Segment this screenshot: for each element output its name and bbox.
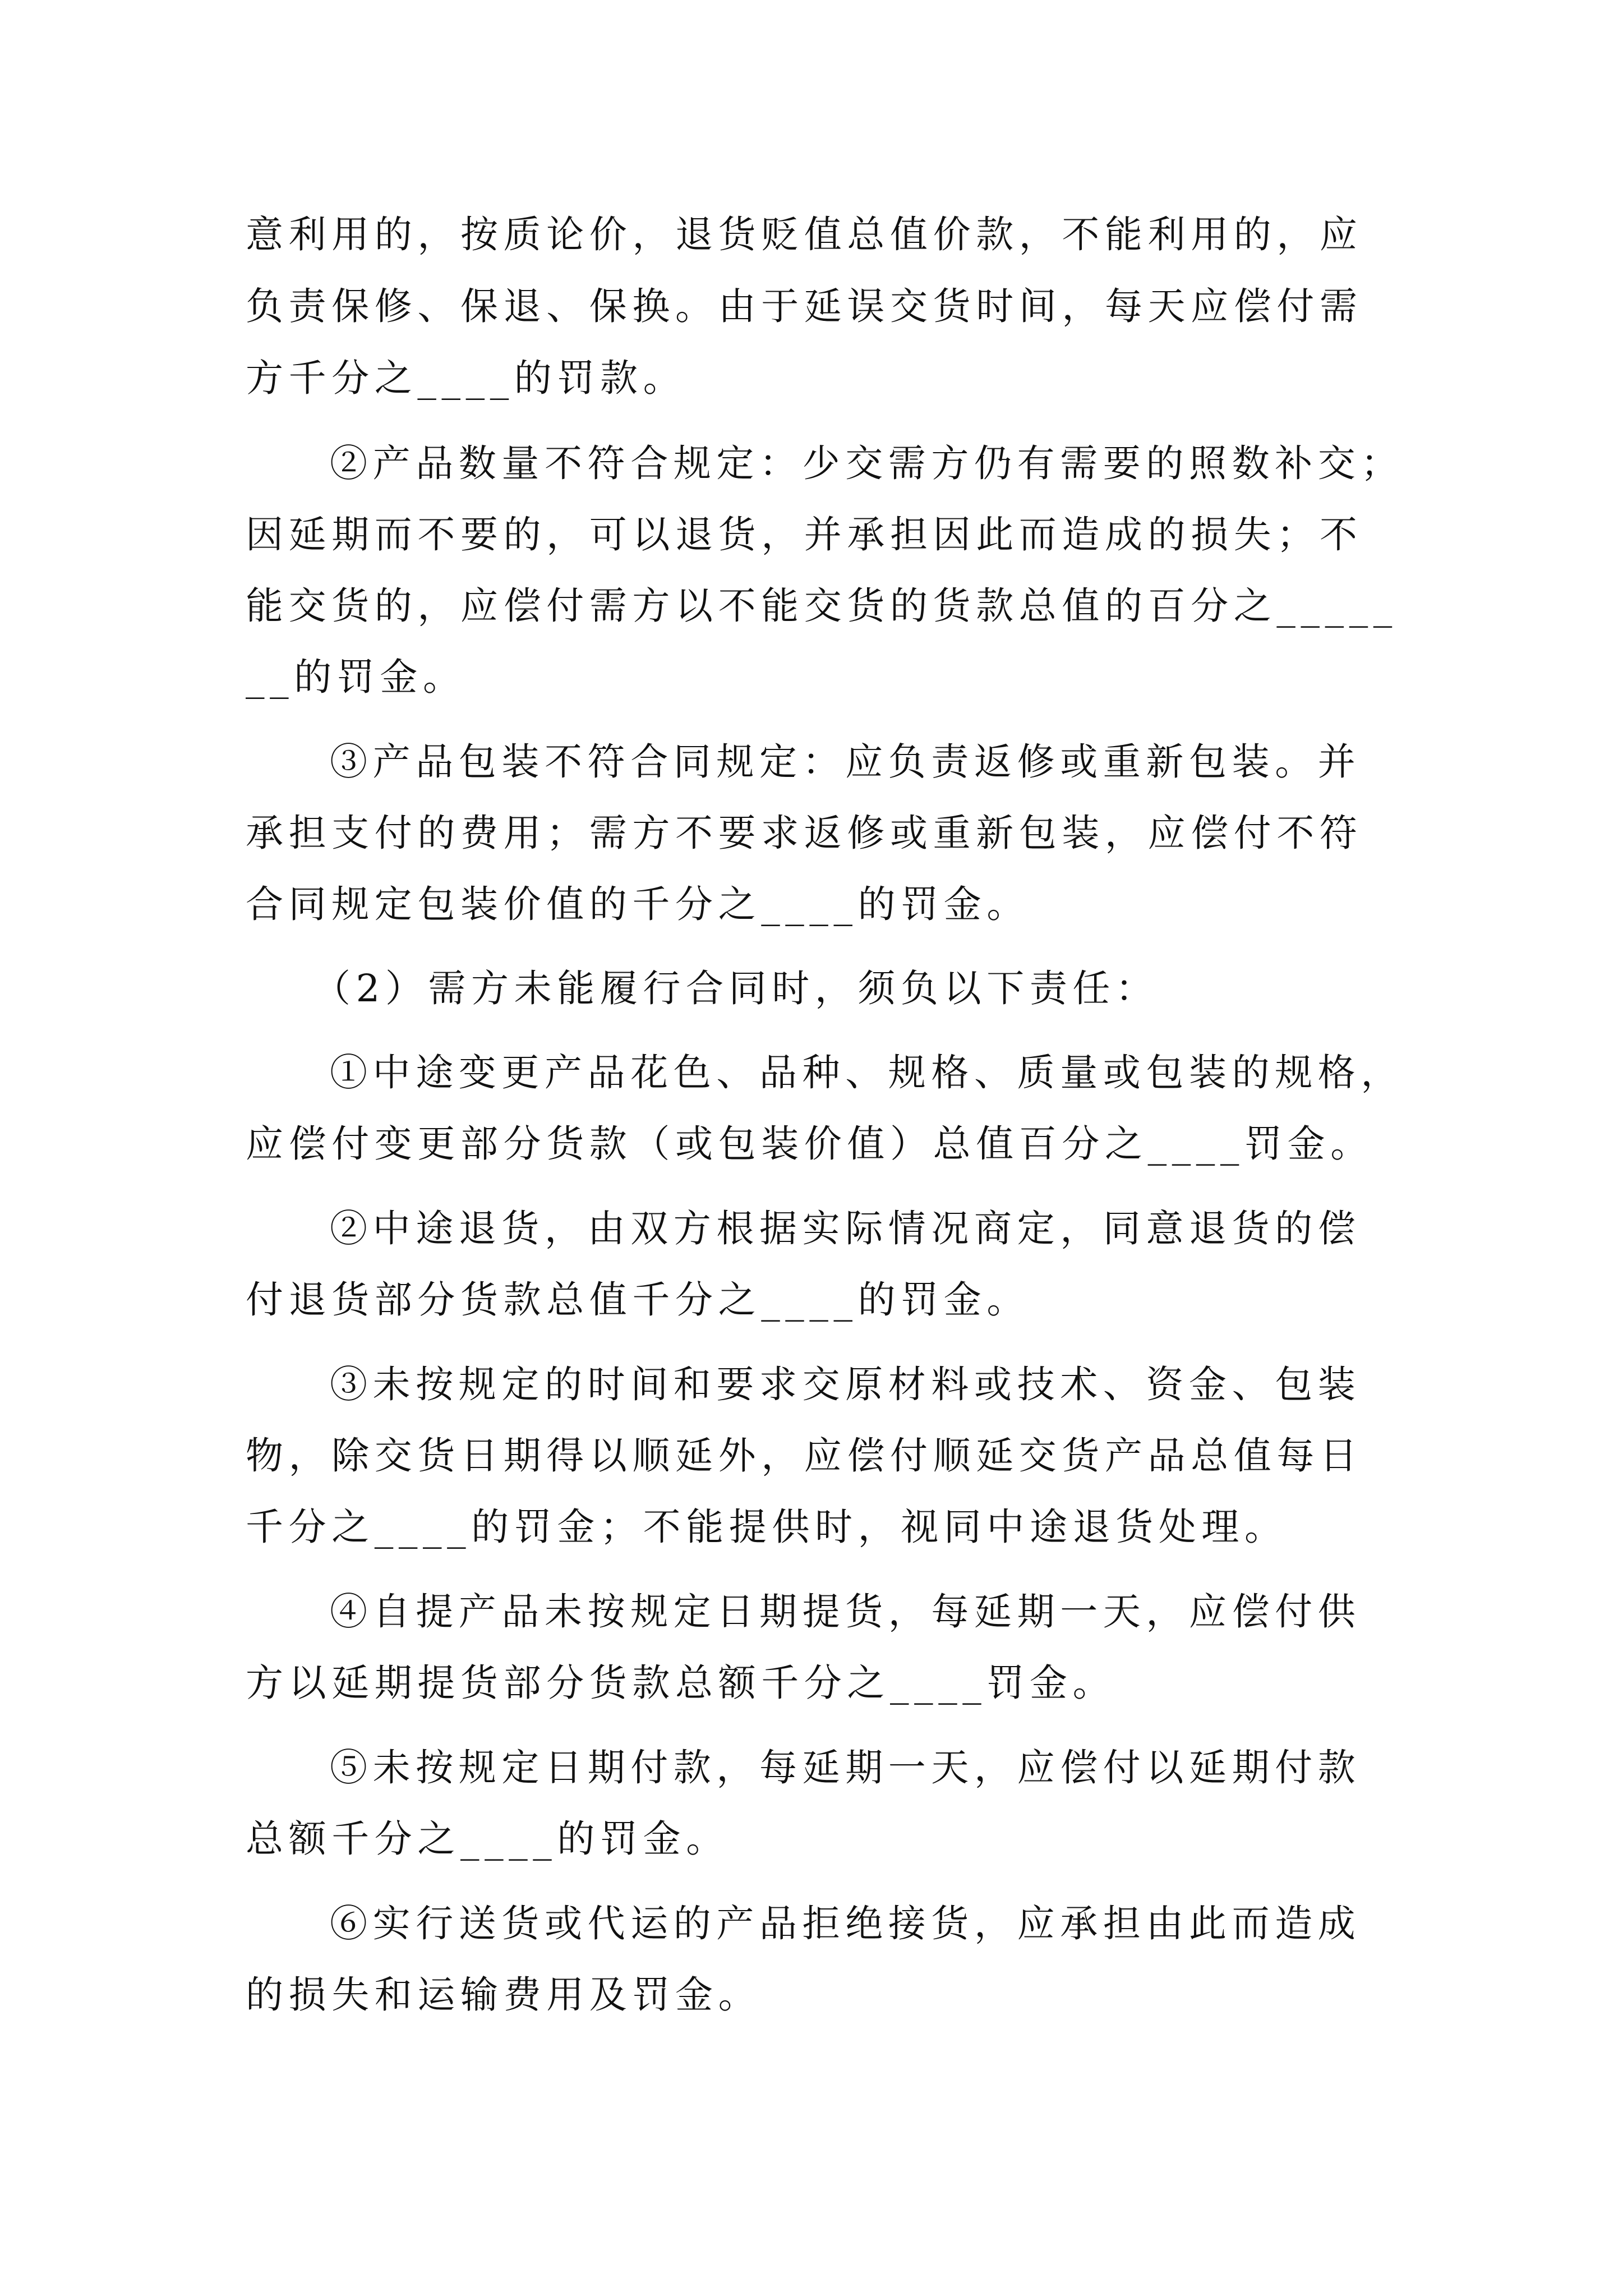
clause-3-materials: ③未按规定的时间和要求交原材料或技术、资金、包装	[330, 1363, 1361, 1406]
body-line: 方以延期提货部分货款总额千分之____罚金。	[246, 1661, 1116, 1705]
body-line: __的罚金。	[246, 655, 466, 699]
body-line: 方千分之____的罚款。	[246, 356, 686, 400]
body-line: 因延期而不要的，可以退货，并承担因此而造成的损失；不	[246, 513, 1363, 556]
clause-2-quantity: ②产品数量不符合规定：少交需方仍有需要的照数补交；	[330, 441, 1404, 485]
clause-6-refusal: ⑥实行送货或代运的产品拒绝接货，应承担由此而造成	[330, 1902, 1361, 1945]
body-line: 能交货的，应偿付需方以不能交货的货款总值的百分之_____	[246, 584, 1398, 628]
body-line: 负责保修、保退、保换。由于延误交货时间，每天应偿付需	[246, 284, 1363, 328]
clause-3-packaging: ③产品包装不符合同规定：应负责返修或重新包装。并	[330, 740, 1361, 784]
body-line: 总额千分之____的罚金。	[246, 1817, 729, 1861]
clause-4-pickup: ④自提产品未按规定日期提货，每延期一天，应偿付供	[330, 1590, 1361, 1634]
body-line: 付退货部分货款总值千分之____的罚金。	[246, 1278, 1030, 1322]
clause-5-payment: ⑤未按规定日期付款，每延期一天，应偿付以延期付款	[330, 1746, 1361, 1789]
body-line: 承担支付的费用；需方不要求返修或重新包装，应偿付不符	[246, 811, 1363, 855]
clause-2-return: ②中途退货，由双方根据实际情况商定，同意退货的偿	[330, 1207, 1361, 1250]
body-line: 意利用的，按质论价，退货贬值总值价款，不能利用的，应	[246, 213, 1363, 256]
section-2-heading: （2）需方未能履行合同时，须负以下责任：	[313, 967, 1159, 1010]
clause-1-change: ①中途变更产品花色、品种、规格、质量或包装的规格，	[330, 1051, 1404, 1094]
body-line: 合同规定包装价值的千分之____的罚金。	[246, 882, 1030, 926]
body-line: 应偿付变更部分货款（或包装价值）总值百分之____罚金。	[246, 1122, 1373, 1166]
body-line: 千分之____的罚金；不能提供时，视同中途退货处理。	[246, 1505, 1288, 1549]
body-line: 物，除交货日期得以顺延外，应偿付顺延交货产品总值每日	[246, 1434, 1363, 1478]
body-line: 的损失和运输费用及罚金。	[246, 1973, 762, 2017]
